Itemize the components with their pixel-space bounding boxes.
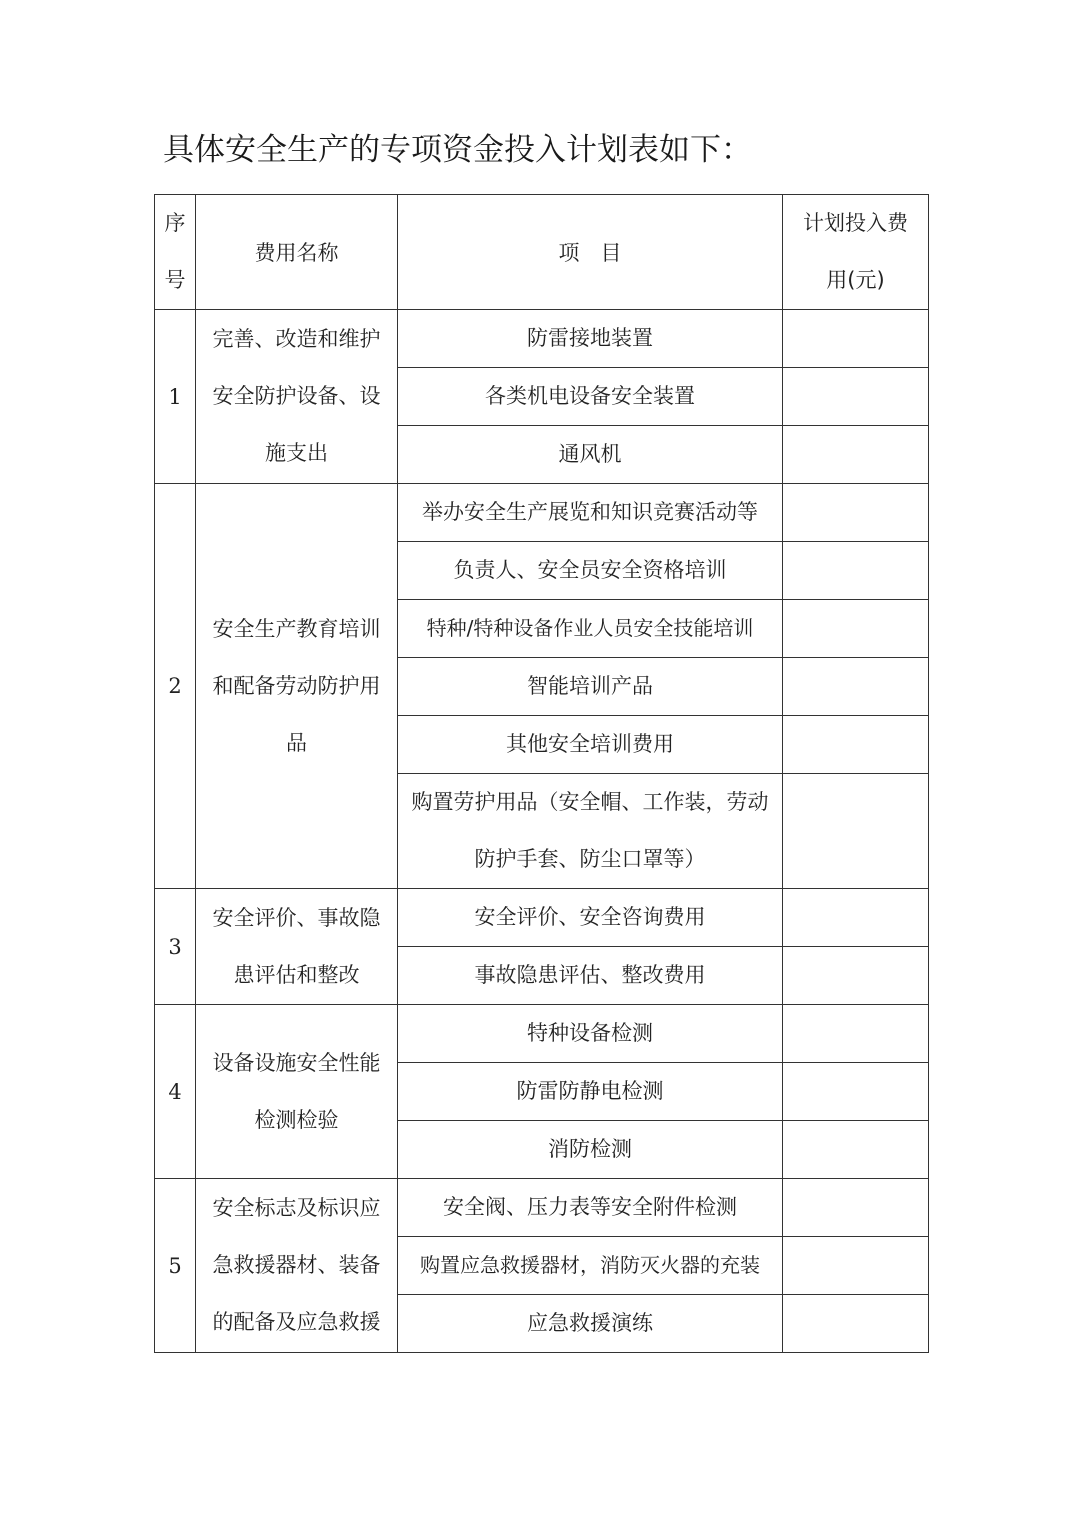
item-cell: 安全评价、安全咨询费用 [398, 889, 783, 947]
item-cell: 防雷接地装置 [398, 310, 783, 368]
item-cell: 各类机电设备安全装置 [398, 368, 783, 426]
funding-plan-table [154, 194, 929, 1353]
header-seq: 序号 [155, 195, 196, 310]
table-row [155, 310, 929, 368]
seq-cell: 4 [155, 1005, 196, 1179]
cost-cell[interactable] [783, 1121, 929, 1179]
header-name: 费用名称 [196, 195, 398, 310]
expense-name-cell: 安全标志及标识应急救援器材、装备的配备及应急救援 [196, 1179, 398, 1353]
item-cell: 应急救援演练 [398, 1295, 783, 1353]
item-cell: 消防检测 [398, 1121, 783, 1179]
cost-cell[interactable] [783, 1237, 929, 1295]
header-item: 项 目 [398, 195, 783, 310]
expense-name-cell: 安全生产教育培训和配备劳动防护用品 [196, 484, 398, 889]
item-cell: 特种设备检测 [398, 1005, 783, 1063]
item-cell: 其他安全培训费用 [398, 716, 783, 774]
cost-cell[interactable] [783, 1179, 929, 1237]
header-cost: 计划投入费用(元) [783, 195, 929, 310]
cost-cell[interactable] [783, 1005, 929, 1063]
table-row [155, 889, 929, 947]
table-row [155, 484, 929, 542]
item-cell: 事故隐患评估、整改费用 [398, 947, 783, 1005]
cost-cell[interactable] [783, 310, 929, 368]
item-cell: 购置劳护用品（安全帽、工作装，劳动防护手套、防尘口罩等） [398, 774, 783, 889]
cost-cell[interactable] [783, 1063, 929, 1121]
item-cell: 安全阀、压力表等安全附件检测 [398, 1179, 783, 1237]
table-header-row [155, 195, 929, 310]
expense-name-cell: 安全评价、事故隐患评估和整改 [196, 889, 398, 1005]
cost-cell[interactable] [783, 542, 929, 600]
item-cell: 特种/特种设备作业人员安全技能培训 [398, 600, 783, 658]
cost-cell[interactable] [783, 947, 929, 1005]
cost-cell[interactable] [783, 774, 929, 889]
seq-cell: 3 [155, 889, 196, 1005]
table-row [155, 1005, 929, 1063]
seq-cell: 1 [155, 310, 196, 484]
seq-cell: 5 [155, 1179, 196, 1353]
item-cell: 举办安全生产展览和知识竞赛活动等 [398, 484, 783, 542]
cost-cell[interactable] [783, 716, 929, 774]
expense-name-cell: 完善、改造和维护安全防护设备、设施支出 [196, 310, 398, 484]
cost-cell[interactable] [783, 484, 929, 542]
table-row [155, 1179, 929, 1237]
item-cell: 购置应急救援器材，消防灭火器的充装 [398, 1237, 783, 1295]
item-cell: 智能培训产品 [398, 658, 783, 716]
cost-cell[interactable] [783, 658, 929, 716]
page-title: 具体安全生产的专项资金投入计划表如下： [163, 132, 752, 168]
cost-cell[interactable] [783, 889, 929, 947]
cost-cell[interactable] [783, 426, 929, 484]
expense-name-cell: 设备设施安全性能检测检验 [196, 1005, 398, 1179]
cost-cell[interactable] [783, 600, 929, 658]
cost-cell[interactable] [783, 1295, 929, 1353]
item-cell: 防雷防静电检测 [398, 1063, 783, 1121]
item-cell: 负责人、安全员安全资格培训 [398, 542, 783, 600]
seq-cell: 2 [155, 484, 196, 889]
item-cell: 通风机 [398, 426, 783, 484]
cost-cell[interactable] [783, 368, 929, 426]
